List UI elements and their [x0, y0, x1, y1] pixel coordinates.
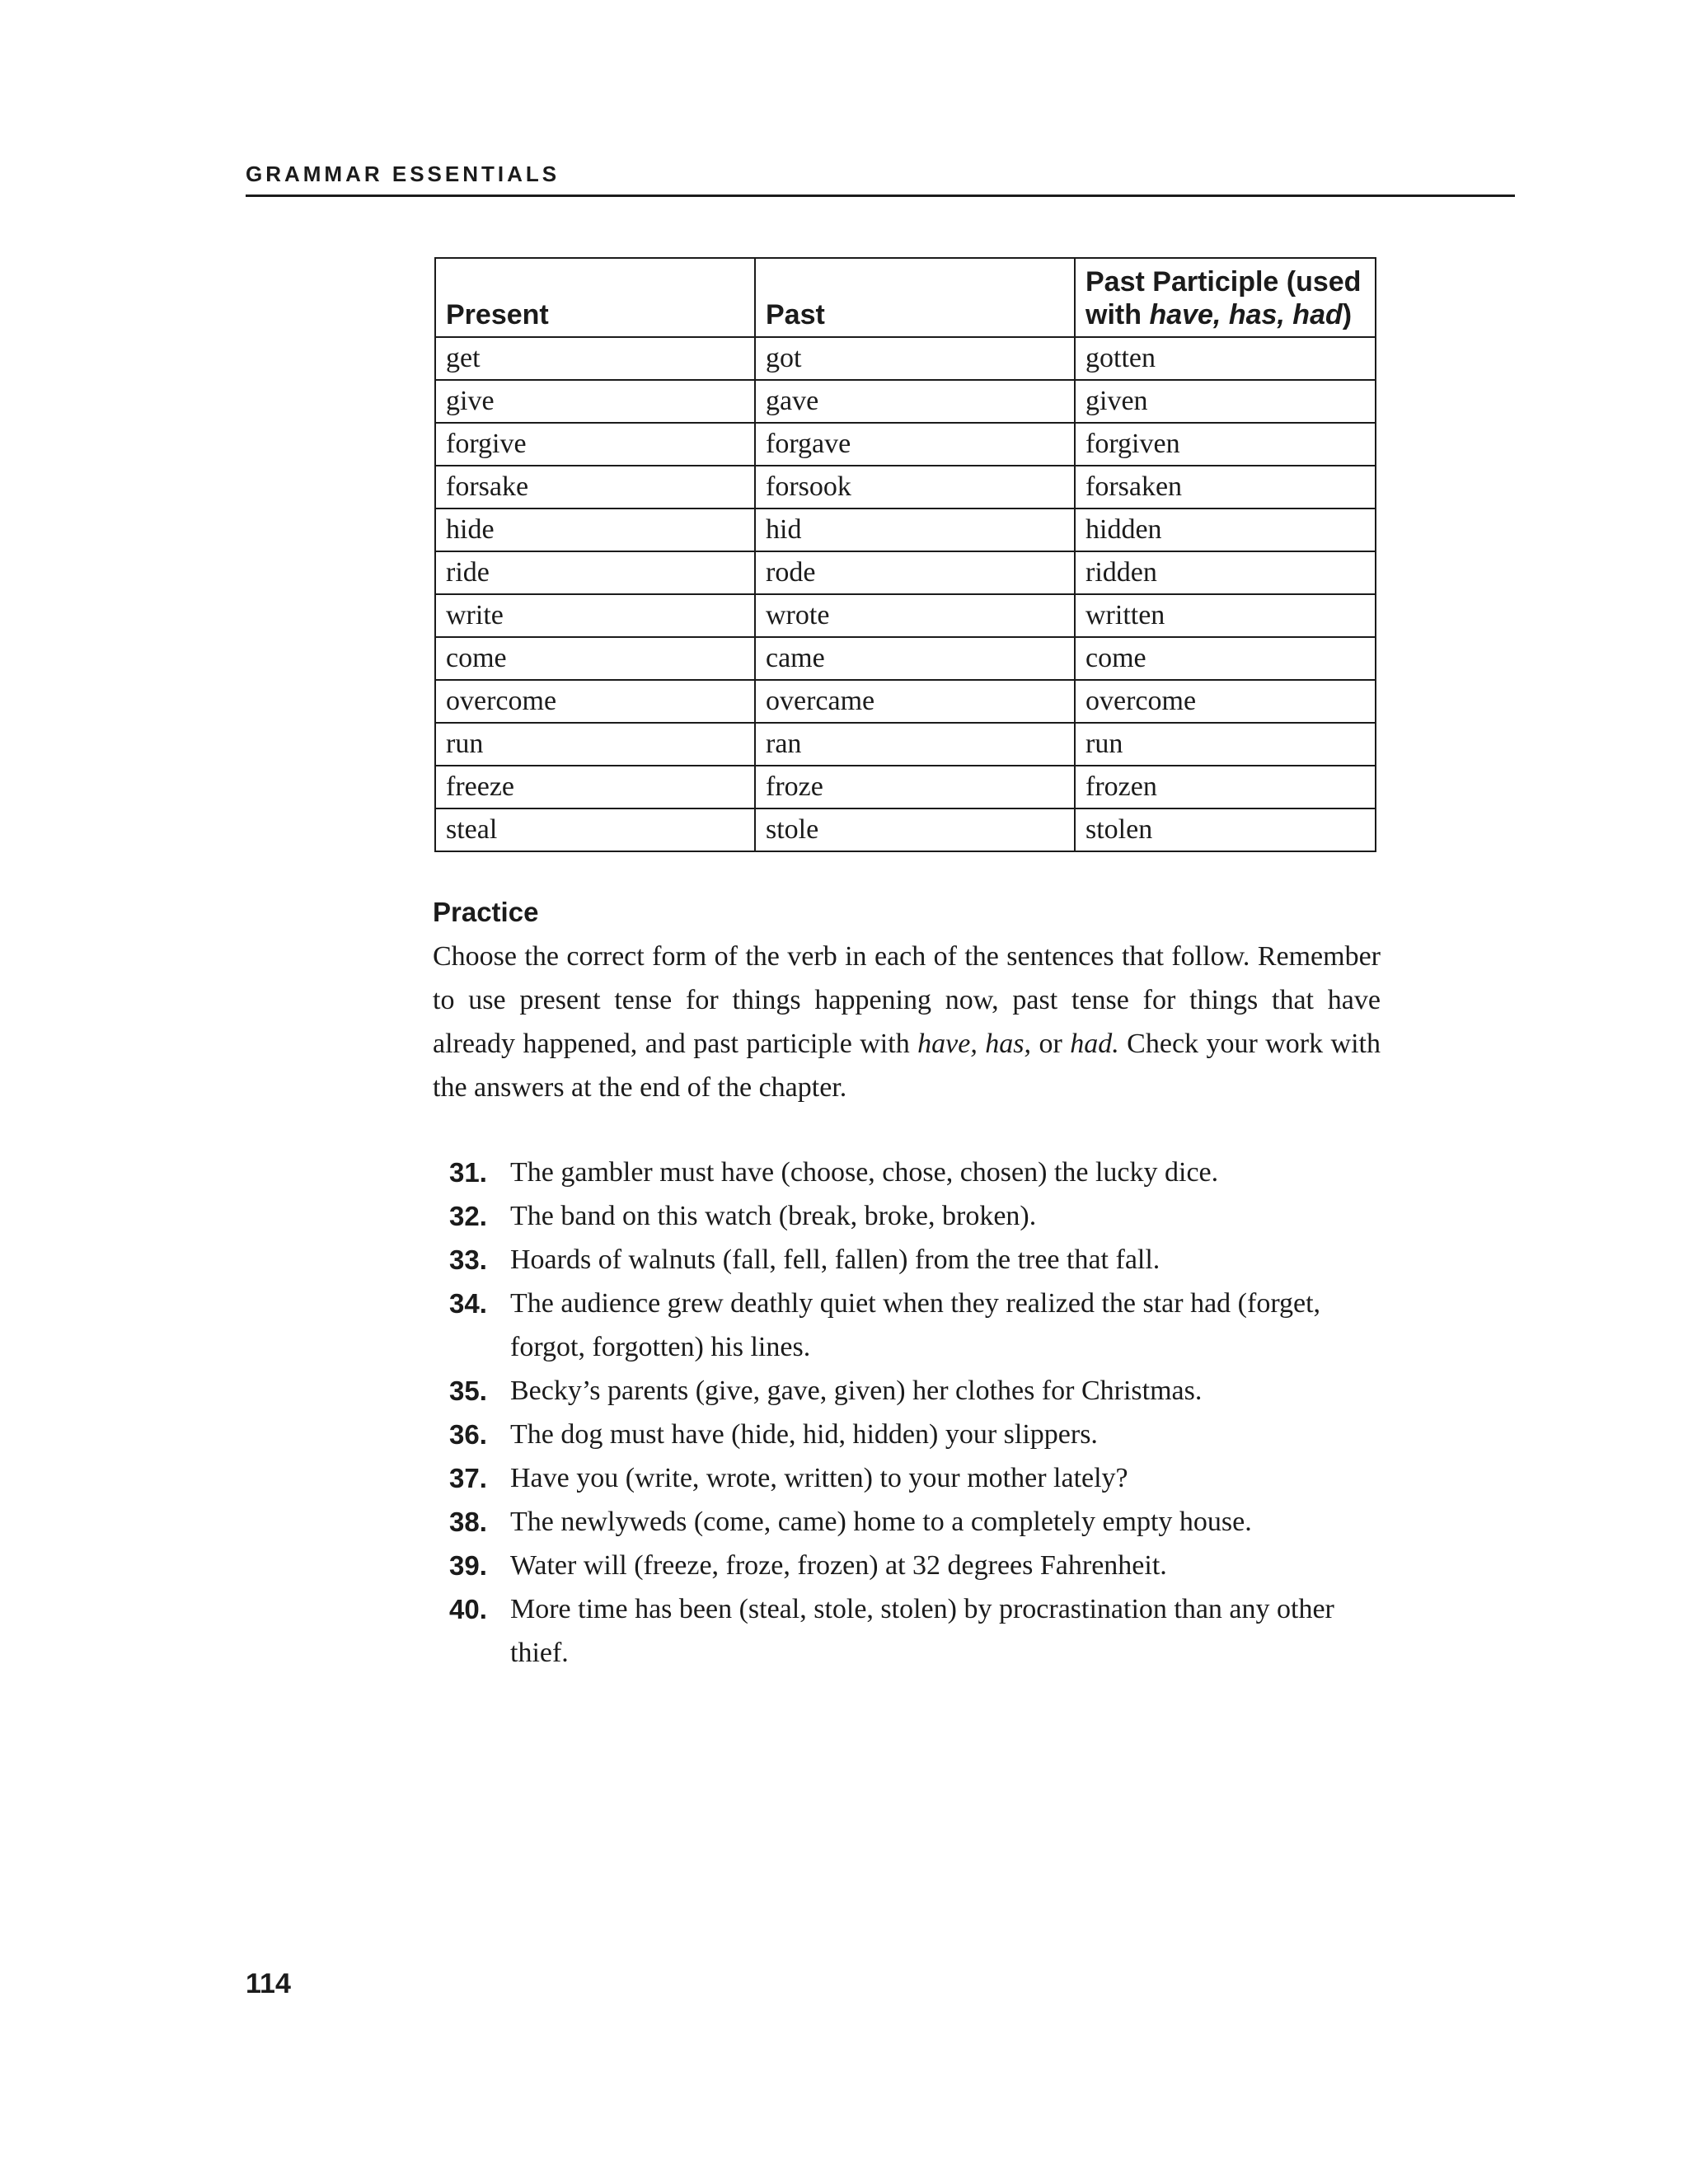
table-row — [435, 680, 1376, 723]
present-cell: forgive — [435, 423, 755, 466]
item-number: 36. — [449, 1419, 487, 1450]
past-cell: rode — [755, 551, 1075, 594]
list-item — [449, 1369, 1382, 1413]
list-item — [449, 1238, 1382, 1282]
table-row — [435, 423, 1376, 466]
present-cell: forsake — [435, 466, 755, 509]
participle-cell: come — [1075, 637, 1376, 680]
item-number: 34. — [449, 1288, 487, 1319]
present-cell: freeze — [435, 766, 755, 808]
participle-cell: given — [1075, 380, 1376, 423]
table-row — [435, 808, 1376, 851]
list-item — [449, 1500, 1382, 1544]
present-cell: ride — [435, 551, 755, 594]
page-number: 114 — [246, 1968, 291, 1999]
participle-cell: forsaken — [1075, 466, 1376, 509]
instructions-italic-1: have, has, — [917, 1029, 1032, 1059]
header-participle-close: ) — [1342, 299, 1353, 330]
instructions-text-2: or — [1031, 1029, 1071, 1059]
table-row — [435, 723, 1376, 766]
list-item — [449, 1151, 1382, 1194]
header-past: Past — [755, 258, 1075, 337]
participle-cell: stolen — [1075, 808, 1376, 851]
past-cell: forsook — [755, 466, 1075, 509]
past-cell: stole — [755, 808, 1075, 851]
participle-cell: frozen — [1075, 766, 1376, 808]
present-cell: run — [435, 723, 755, 766]
past-cell: came — [755, 637, 1075, 680]
item-text: The band on this watch (break, broke, broken). — [510, 1201, 1037, 1231]
header-participle-with: with — [1085, 299, 1150, 330]
verb-table-body — [435, 337, 1376, 851]
table-row — [435, 337, 1376, 380]
practice-instructions — [433, 935, 1381, 1109]
item-text: Water will (freeze, froze, frozen) at 32 degrees Fahrenheit. — [510, 1550, 1167, 1581]
present-cell: steal — [435, 808, 755, 851]
running-head: GRAMMAR ESSENTIALS — [246, 162, 560, 186]
participle-cell: written — [1075, 594, 1376, 637]
past-cell: hid — [755, 509, 1075, 551]
present-cell: come — [435, 637, 755, 680]
participle-cell: hidden — [1075, 509, 1376, 551]
instructions-text-1: Choose the correct form of the verb in each of the sentences that follow. Remember to use present tense for things happening now, past tense for things that have already happened, and past participle with — [433, 941, 1381, 1059]
header-rule — [246, 194, 1515, 197]
past-cell: gave — [755, 380, 1075, 423]
item-text: Hoards of walnuts (fall, fell, fallen) from the tree that fall. — [510, 1244, 1160, 1275]
past-cell: froze — [755, 766, 1075, 808]
item-number: 40. — [449, 1594, 487, 1624]
past-cell: got — [755, 337, 1075, 380]
item-number: 33. — [449, 1244, 487, 1275]
header-participle-line1: Past Participle (used — [1085, 266, 1362, 298]
item-number: 38. — [449, 1507, 487, 1537]
present-cell: give — [435, 380, 755, 423]
item-text: The newlyweds (come, came) home to a completely empty house. — [510, 1507, 1252, 1537]
header-participle-italic: have, has, had — [1149, 299, 1343, 330]
table-row — [435, 594, 1376, 637]
item-text: More time has been (steal, stole, stolen) by procrastination than any other thief. — [510, 1594, 1334, 1668]
item-number: 37. — [449, 1463, 487, 1493]
present-cell: overcome — [435, 680, 755, 723]
table-row — [435, 637, 1376, 680]
item-number: 32. — [449, 1201, 487, 1231]
item-text: The gambler must have (choose, chose, chosen) the lucky dice. — [510, 1157, 1219, 1188]
list-item — [449, 1587, 1382, 1675]
item-text: Have you (write, wrote, written) to your mother lately? — [510, 1463, 1128, 1493]
present-cell: write — [435, 594, 755, 637]
participle-cell: forgiven — [1075, 423, 1376, 466]
list-item — [449, 1413, 1382, 1456]
participle-cell: run — [1075, 723, 1376, 766]
item-text: The audience grew deathly quiet when they realized the star had (forget, forgot, forgotten) his lines. — [510, 1288, 1321, 1362]
item-text: Becky’s parents (give, gave, given) her clothes for Christmas. — [510, 1376, 1203, 1406]
item-number: 31. — [449, 1157, 487, 1188]
item-number: 35. — [449, 1376, 487, 1406]
participle-cell: gotten — [1075, 337, 1376, 380]
present-cell: get — [435, 337, 755, 380]
list-item — [449, 1544, 1382, 1587]
verb-table-header — [435, 258, 1376, 337]
list-item — [449, 1194, 1382, 1238]
instructions-italic-2: had. — [1070, 1029, 1119, 1059]
header-present: Present — [435, 258, 755, 337]
table-row — [435, 380, 1376, 423]
item-number: 39. — [449, 1550, 487, 1581]
verb-table-header-row — [435, 258, 1376, 337]
table-row — [435, 509, 1376, 551]
participle-cell: ridden — [1075, 551, 1376, 594]
practice-items — [449, 1151, 1382, 1675]
list-item — [449, 1282, 1382, 1369]
participle-cell: overcome — [1075, 680, 1376, 723]
present-cell: hide — [435, 509, 755, 551]
practice-section — [433, 895, 1381, 1109]
practice-heading: Practice — [433, 897, 539, 927]
verb-table — [434, 257, 1376, 852]
instructions-text-3: Check your work with the answers at the end of the chapter. — [433, 1029, 1381, 1103]
table-row — [435, 766, 1376, 808]
table-row — [435, 466, 1376, 509]
past-cell: forgave — [755, 423, 1075, 466]
list-item — [449, 1456, 1382, 1500]
header-past-participle — [1075, 258, 1376, 337]
past-cell: overcame — [755, 680, 1075, 723]
item-text: The dog must have (hide, hid, hidden) your slippers. — [510, 1419, 1098, 1450]
table-row — [435, 551, 1376, 594]
past-cell: ran — [755, 723, 1075, 766]
past-cell: wrote — [755, 594, 1075, 637]
